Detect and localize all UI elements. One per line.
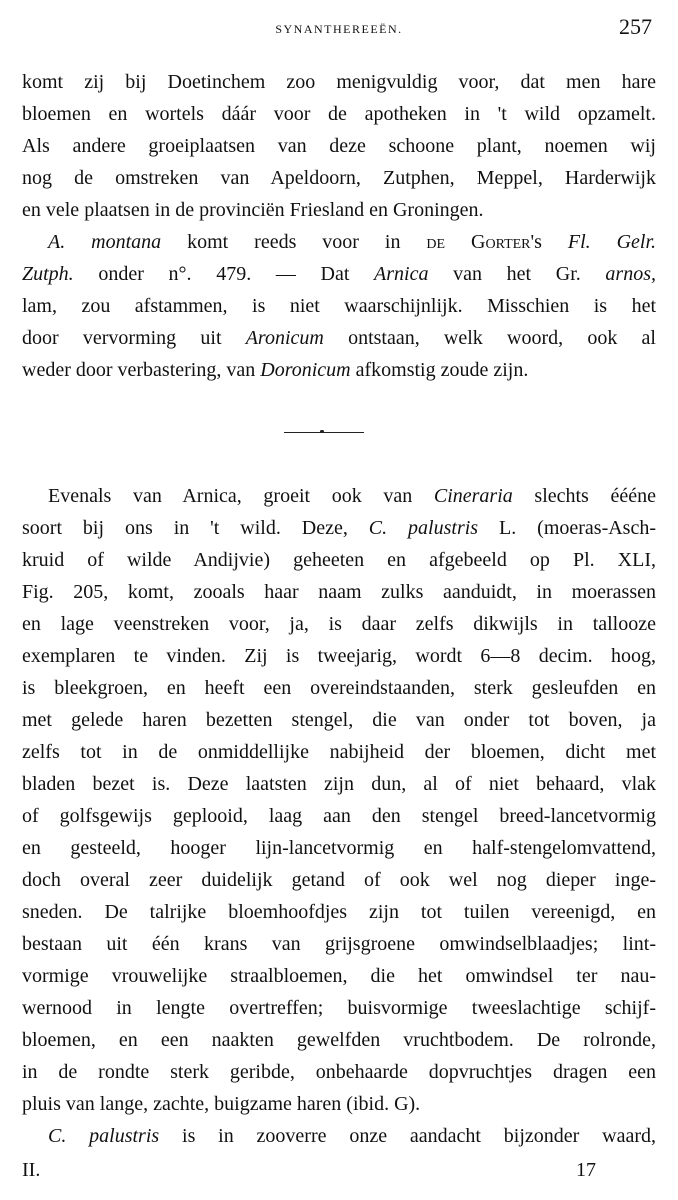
text-line — [22, 322, 656, 354]
text-line: lam, zou afstammen, is niet waarschijnlijk. Misschien is het — [22, 295, 656, 317]
sheet-number: 17 — [576, 1159, 596, 1181]
text-line: kruid of wilde Andijvie) geheeten en afgebeeld op Pl. XLI, — [22, 549, 656, 571]
text-line — [22, 512, 656, 544]
taxon-name: C. palustris — [48, 1125, 160, 1147]
taxon-name: Aronicum — [245, 327, 324, 349]
text-line: Fig. 205, komt, zooals haar naam zulks aanduidt, in moerassen — [22, 581, 656, 603]
paragraph-3 — [22, 480, 656, 1120]
text-line: wernood in lengte overtreffen; buisvormige tweeslachtige schijf- — [22, 997, 656, 1019]
taxon-name: Cineraria — [433, 485, 513, 507]
text-run: ontstaan, welk woord, ook al — [323, 327, 656, 349]
text-run: weder door verbastering, van — [22, 359, 261, 381]
text-line — [22, 354, 656, 386]
text-line: of golfsgewijs geplooid, laag aan den stengel breed-lancetvormig — [22, 805, 656, 827]
taxon-name: Arnica — [374, 263, 429, 285]
text-line: met gelede haren bezetten stengel, die van onder tot boven, ja — [22, 709, 656, 731]
taxon-name: C. palustris — [368, 517, 479, 539]
taxon-name: A. montana — [48, 231, 162, 253]
text-run: soort bij ons in 't wild. Deze, — [22, 517, 369, 539]
paragraph-4 — [22, 1120, 656, 1152]
text-line: bloemen, en een naakten gewelfden vruchtbodem. De rolronde, — [22, 1029, 656, 1051]
text-run: door vervorming uit — [22, 327, 246, 349]
text-line: zelfs tot in de onmiddellijke nabijheid der bloemen, dicht met — [22, 741, 656, 763]
text-run: Evenals van Arnica, groeit ook van — [48, 485, 434, 507]
text-line — [22, 1120, 656, 1152]
text-run: is in zooverre onze aandacht bijzonder waard, — [159, 1125, 656, 1147]
paragraph-1 — [22, 66, 656, 226]
text-line: sneden. De talrijke bloemhoofdjes zijn tot tuilen vereenigd, en — [22, 901, 656, 923]
greek-word: arnos, — [605, 263, 656, 285]
text-line: en gesteeld, hooger lijn-lancetvormig en half-stengelomvattend, — [22, 837, 656, 859]
text-line — [22, 258, 656, 290]
signature-mark: II. — [22, 1159, 41, 1181]
text-line: Als andere groeiplaatsen van deze schoone plant, noemen wij — [22, 135, 656, 157]
text-line: nog de omstreken van Apeldoorn, Zutphen, Meppel, Harderwijk — [22, 167, 656, 189]
paragraph-2 — [22, 226, 656, 386]
text-line: bladen bezet is. Deze laatsten zijn dun, al of niet behaard, vlak — [22, 773, 656, 795]
text-line: komt zij bij Doetinchem zoo menigvuldig voor, dat men hare — [22, 71, 656, 93]
text-line: exemplaren te vinden. Zij is tweejarig, wordt 6—8 decim. hoog, — [22, 645, 656, 667]
text-line: bestaan uit één krans van grijsgroene omwindselblaadjes; lint- — [22, 933, 656, 955]
text-line: en vele plaatsen in de provinciën Friesland en Groningen. — [22, 199, 484, 221]
text-line — [22, 226, 656, 258]
text-line: bloemen en wortels dáár voor de apotheken in 't wild opzamelt. — [22, 103, 656, 125]
text-line: vormige vrouwelijke straalbloemen, die het omwindsel ter nau- — [22, 965, 656, 987]
text-line: in de rondte sterk geribde, onbehaarde dopvruchtjes dragen een — [22, 1061, 656, 1083]
running-head: SYNANTHEREEËN. — [275, 22, 403, 36]
text-line: pluis van lange, zachte, buigzame haren (ibid. G). — [22, 1093, 421, 1115]
text-run: komt reeds voor in — [161, 231, 427, 253]
text-run: van het Gr. — [428, 263, 606, 285]
text-run: L. (moeras-Asch- — [478, 517, 656, 539]
page-header — [0, 14, 678, 44]
book-title: Zutph. — [22, 263, 74, 285]
text-line — [22, 480, 656, 512]
text-line: en lage veenstreken voor, ja, is daar zelfs dikwijls in tallooze — [22, 613, 656, 635]
author-name: de Gorter — [426, 231, 531, 253]
text-run: onder n°. 479. — Dat — [73, 263, 375, 285]
text-line: is bleekgroen, en heeft een overeindstaanden, sterk gesleufden en — [22, 677, 656, 699]
text-run: afkomstig zoude zijn. — [350, 359, 529, 381]
section-divider — [284, 432, 364, 434]
page-number: 257 — [619, 14, 652, 39]
text-line: doch overal zeer duidelijk getand of ook wel nog dieper inge- — [22, 869, 656, 891]
taxon-name: Doronicum — [260, 359, 351, 381]
text-run: 's — [530, 231, 568, 253]
text-run: slechts éééne — [512, 485, 656, 507]
book-title: Fl. Gelr. — [567, 231, 657, 253]
page-footer — [0, 1152, 678, 1188]
